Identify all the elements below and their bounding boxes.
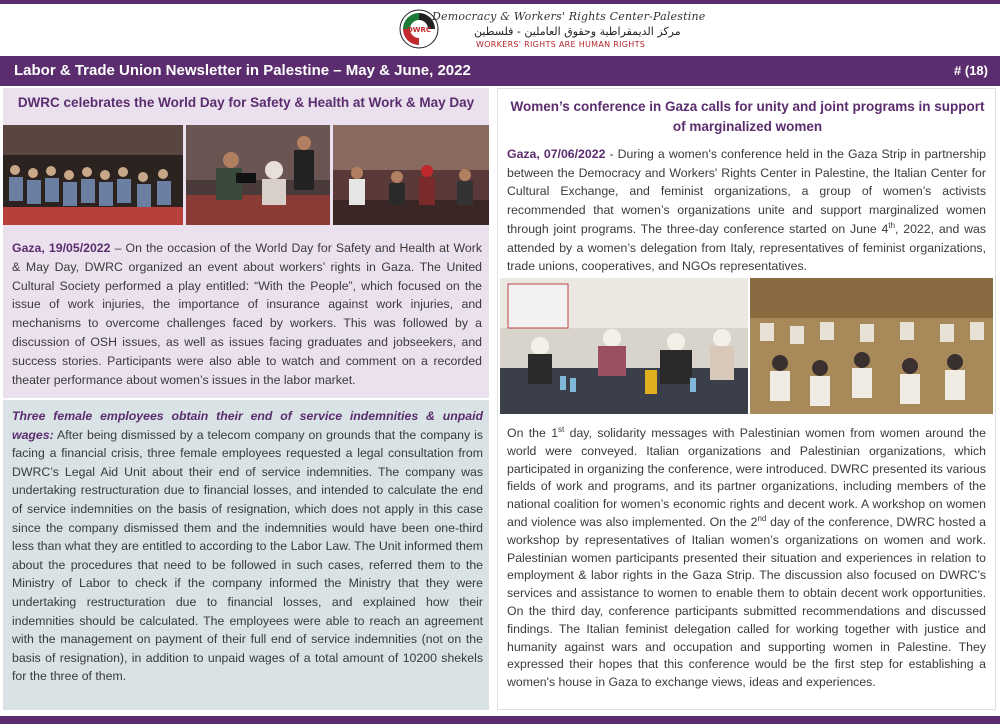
- article-body-details: On the 1st day, solidarity messages with Palestinian women from women around the world were conveyed. Italian organizations and Palestinian organizations, which participated in organizing the conference, were introduced. DWRC presented its various fields of work and programs, and its partner organizations, including members of the national coalition for women’s economic rights and decent work. A workshop on women and violence was also implemented. On the 2nd day of the conference, DWRC hosted a workshop by representatives of Italian women’s organizations on women and work. Palestinian women participants presented their situation and experiences in relation to employment & labor rights in the Gaza Strip. The discussion also focused on DWRC’s services and assistance to women to enable them to obtain decent work opportunities. On the third day, conference participants submitted recommendations and discussed findings. The Italian feminist delegation called for working together with justice and humanity against wars and occupation and supporting women in Palestine. They expressed their hopes that this conference would be the first step for establishing a women's house in Gaza to exchange views, ideas and experiences.: [507, 424, 986, 690]
- article-body: [12, 239, 482, 389]
- org-name-arabic: مركز الديمقراطية وحقوق العاملين - فلسطين: [474, 25, 681, 38]
- article-headline: DWRC celebrates the World Day for Safety & Health at Work & May Day: [17, 95, 475, 110]
- newsletter-title: Labor & Trade Union Newsletter in Palestine – May & June, 2022: [14, 62, 471, 79]
- article-lead: Three female employees obtain their end of service indemnities & unpaid wages:: [12, 409, 483, 442]
- dateline: Gaza, 19/05/2022: [12, 241, 111, 255]
- article-female-employees-indemnities: [3, 400, 489, 710]
- article-text: – On the occasion of the World Day for Safety and Health at Work & May Day, DWRC organized an event about workers’ rights in Gaza. The United Cultural Society performed a play entitled: “With the People”, which focused on the issue of work injuries, the importance of insurance against work injuries, and mechanisms to overcome challenges faced by workers. This was followed by a discussion of OSH issues, as well as issues facing graduates and jobseekers, and success stories. Participants were also able to watch and comment on a recorded theater performance about women’s issues in the labor market.: [12, 241, 482, 387]
- article-headline: Women’s conference in Gaza calls for unity and joint programs in support of marginalized women: [510, 99, 985, 134]
- photo-conference-hall: [750, 278, 993, 414]
- newsletter-title-bar: [0, 56, 1000, 86]
- photo-stage-play: [333, 125, 489, 225]
- org-motto: WORKERS' RIGHTS ARE HUMAN RIGHTS: [476, 40, 646, 49]
- masthead: [0, 4, 1000, 54]
- svg-text:DWRC: DWRC: [406, 26, 432, 34]
- photo-audience: [3, 125, 183, 225]
- article-womens-conference-gaza: [497, 88, 996, 710]
- article-body: [12, 407, 483, 686]
- bottom-rule: [0, 716, 1000, 724]
- photo-conference-table: [500, 278, 748, 414]
- photo-cameraman: [186, 125, 330, 225]
- issue-number: # (18): [954, 63, 988, 78]
- article-world-day-safety: [3, 88, 489, 398]
- article-text: After being dismissed by a telecom company on grounds that the company is facing a financial crisis, three female employees requested a legal consultation from DWRC’s Legal Aid Unit about their end of service indemnities. The company was undertaking restructuration due to financial losses, and intended to calculate the end of service indemnities on the basis of resignation, which does not apply in this case since the company dismissed them and the indemnities would have been one-third less than what they are entitled to according to the Labor Law. The Unit informed them about the procedures that need to be followed in such cases, referred them to the Ministry of Labor to check if the company informed the Ministry that they were undertaking restructuration due to financial losses, and explained how their indemnities should be calculated. The employees were able to reach an agreement with the management on payment of their full end of service indemnities (not on the basis of resignation), in addition to unpaid wages of a total amount of 10200 shekels for the three of them.: [12, 427, 483, 684]
- dateline: Gaza, 07/06/2022: [507, 147, 606, 161]
- article-body-intro: Gaza, 07/06/2022 - During a women's conference held in the Gaza Strip in partnership between the Democracy and Workers' Rights Center in Palestine, the Italian Center for Cultural Exchange, and feminist organizations, a group of women’s activists recommended that women’s organizations unite and support marginalized women through joint programs. The three-day conference started on June 4th, 2022, and was attended by a women’s delegation from Italy, representatives of feminist organizations, trade unions, cooperatives, and NGOs representatives.: [507, 147, 987, 274]
- org-name-english: Democracy & Workers' Rights Center-Palestine: [432, 10, 706, 23]
